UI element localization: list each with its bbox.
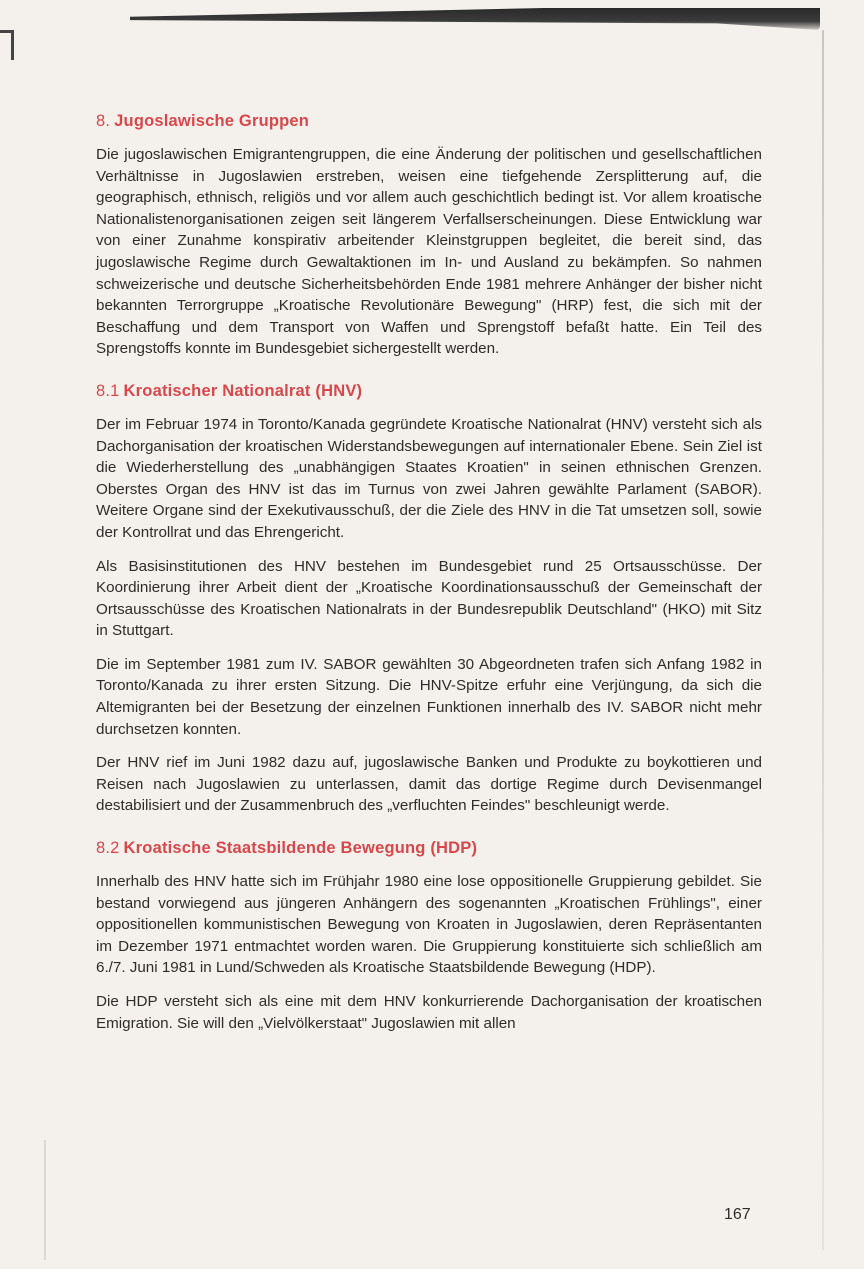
scan-top-shadow (130, 8, 820, 30)
section-heading-8 (96, 112, 762, 131)
section-number: 8.2 (96, 839, 120, 858)
paragraph: Als Basisinstitutionen des HNV bestehen im Bundesgebiet rund 25 Ortsausschüsse. Der Koordinierung ihrer Arbeit dient der „Kroatische Koordinationsausschuß der Gemeinschaft der Ortsausschüsse des Kroatischen Nationalrats in der Bundesrepublik Deutschland" (HKO) mit Sitz in Stuttgart. (96, 557, 762, 640)
section-heading-8-1 (96, 382, 762, 401)
section-heading-8-2 (96, 839, 762, 858)
section-number: 8.1 (96, 381, 120, 400)
paragraph: Die jugoslawischen Emigrantengruppen, die eine Änderung der politischen und gesellschaftlichen Verhältnisse in Jugoslawien erstreben, weisen eine tiefgehende Zersplitterung auf, die geographisch, ethnisch, religiös und vor allem auch geschichtlich bedingt ist. Vor allem kroatische Nationalistenorganisationen zeigen seit längerem Verfallserscheinungen. Diese Entwicklung war von einer Zunahme konspirativ arbeitender Kleinstgruppen begleitet, die bereit sind, das jugoslawische Regime durch Gewaltaktionen im In- und Ausland zu bekämpfen. So nahmen schweizerische und deutsche Sicherheitsbehörden Ende 1981 mehrere Anhänger der bisher nicht bekannten Terrorgruppe „Kroatische Revolutionäre Bewegung" (HRP) fest, die sich mit der Beschaffung und dem Transport von Waffen und Sprengstoff befaßt hatte. Ein Teil des Sprengstoffs konnte im Bundesgebiet sichergestellt werden. (96, 146, 762, 358)
scan-right-edge (822, 30, 824, 1250)
page-number: 167 (724, 1206, 751, 1223)
paragraph: Der im Februar 1974 in Toronto/Kanada gegründete Kroatische Nationalrat (HNV) versteht sich als Dachorganisation der kroatischen Widerstandsbewegungen auf internationaler Ebene. Sein Ziel ist die Wiederherstellung des „unabhängigen Staates Kroatien" in seinen ethnischen Grenzen. Oberstes Organ des HNV ist das im Turnus von zwei Jahren gewählte Parlament (SABOR). Weitere Organe sind der Exekutivausschuß, der die Ziele des HNV in die Tat umsetzen soll, sowie der Kontrollrat und das Ehrengericht. (96, 415, 762, 541)
paragraph: Die im September 1981 zum IV. SABOR gewählten 30 Abgeordneten trafen sich Anfang 1982 in Toronto/Kanada zu ihrer ersten Sitzung. Die HNV-Spitze erfuhr eine Verjüngung, da sich die Altemigranten bei der Besetzung der einzelnen Funktionen innerhalb des IV. SABOR nicht mehr durchsetzen konnten. (96, 655, 762, 738)
section-title: Jugoslawische Gruppen (114, 112, 310, 130)
paragraph: Die HDP versteht sich als eine mit dem HNV konkurrierende Dachorganisation der kroatischen Emigration. Sie will den „Vielvölkerstaat" Jugoslawien mit allen (96, 993, 762, 1032)
section-title: Kroatische Staatsbildende Bewegung (HDP) (123, 839, 478, 858)
paragraph: Der HNV rief im Juni 1982 dazu auf, jugoslawische Banken und Produkte zu boykottieren und Reisen nach Jugoslawien zu unterlassen, damit das dortige Regime durch Devisenmangel destabilisiert und der Zusammenbruch des „verfluchten Feindes" beschleunigt werde. (96, 754, 762, 815)
scan-corner-mark (0, 30, 14, 60)
section-title: Kroatischer Nationalrat (HNV) (123, 381, 363, 400)
document-page (96, 112, 762, 1034)
section-number: 8. (96, 112, 111, 130)
scan-left-edge (44, 1140, 46, 1260)
paragraph: Innerhalb des HNV hatte sich im Frühjahr 1980 eine lose oppositionelle Gruppierung gebildet. Sie bestand vorwiegend aus jüngeren Anhängern des sogenannten „Kroatischen Frühlings", einer oppositionellen kommunistischen Bewegung von Kroaten in Jugoslawien, deren Repräsentanten im Dezember 1971 entmachtet worden waren. Die Gruppierung konstituierte sich schließlich am 6./7. Juni 1981 in Lund/Schweden als Kroatische Staatsbildende Bewegung (HDP). (96, 873, 762, 977)
